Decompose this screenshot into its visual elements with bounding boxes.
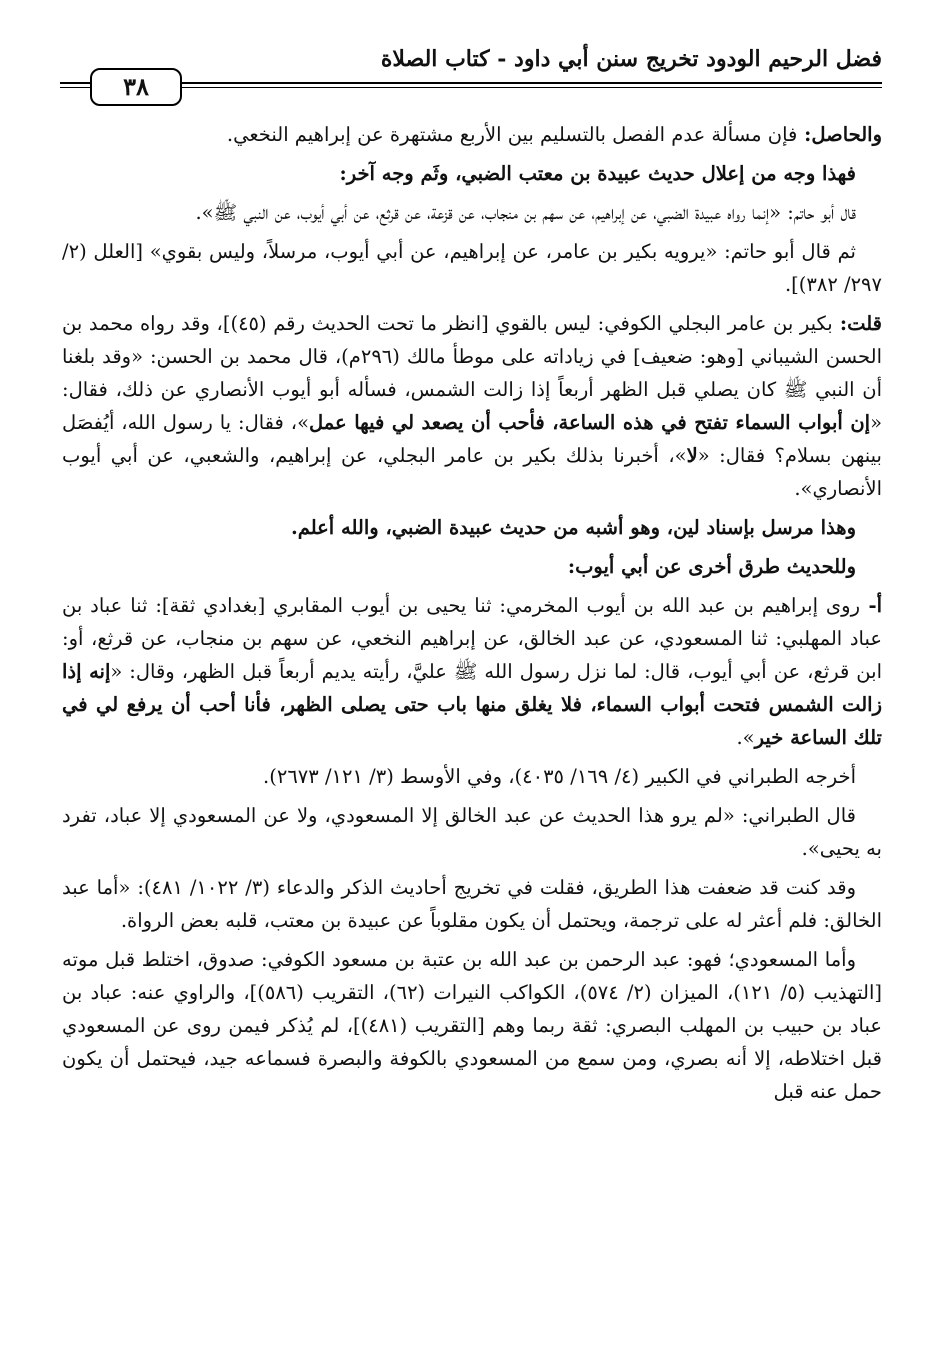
- paragraph: [62, 550, 882, 583]
- bold-run: وللحديث طرق أخرى عن أبي أيوب:: [567, 555, 856, 578]
- paragraph: [62, 871, 882, 937]
- paragraph: [62, 589, 882, 754]
- bold-run: إن أبواب السماء تفتح في هذه الساعة، فأحب أن يصعد لي فيها عمل: [309, 411, 871, 434]
- text-run: »، أخبرنا بذلك بكير بن عامر البجلي، عن إبراهيم، والشعبي، عن أبي أيوب الأنصاري».: [62, 444, 882, 500]
- paragraph: [62, 307, 882, 505]
- page-body: [62, 118, 882, 1114]
- bold-run: وهذا مرسل بإسناد لين، وهو أشبه من حديث عبيدة الضبي، والله أعلم.: [290, 516, 856, 539]
- bold-run: والحاصل:: [797, 123, 882, 146]
- text-run: وقد كنت قد ضعفت هذا الطريق، فقلت في تخريج أحاديث الذكر والدعاء (٣/ ١٠٢٢/ ٤٨١): «أما عبد الخالق: فلم أعثر له على ترجمة، ويحتمل أن يكون مقلوباً عن عبيدة بن معتب، قلبه بعض الرواة.: [62, 876, 882, 932]
- text-run: أخرجه الطبراني في الكبير (٤/ ١٦٩/ ٤٠٣٥)، وفي الأوسط (٣/ ١٢١/ ٢٦٧٣).: [263, 765, 856, 788]
- page-number: ٣٨: [90, 68, 182, 106]
- text-run: فإن مسألة عدم الفصل بالتسليم بين الأربع مشتهرة عن إبراهيم النخعي.: [226, 123, 798, 146]
- paragraph: [62, 760, 882, 793]
- paragraph: [62, 511, 882, 544]
- paragraph: [62, 235, 882, 301]
- text-run: ».: [736, 726, 755, 749]
- bold-run: فهذا وجه من إعلال حديث عبيدة بن معتب الضبي، وثَم وجه آخر:: [339, 162, 856, 185]
- text-run: »، فقال: يا رسول الله، أيُفصَل بينهن بسلام؟ فقال: «: [62, 411, 882, 467]
- text-run: روى إبراهيم بن عبد الله بن أيوب المخرمي: ثنا يحيى بن أيوب المقابري [بغدادي ثقة]: ثنا عباد بن عباد المهلبي: ثنا المسعودي، عن عبد الخالق، عن إبراهيم النخعي، عن سهم بن منجاب، عن قرثع، أو: ابن قرثع، عن أبي أيوب، قال: لما نزل رسول الله ﷺ عليَّ، رأيته يديم أربعاً قبل الظهر، وقال: «: [62, 594, 882, 683]
- text-run: قال الطبراني: «لم يرو هذا الحديث عن عبد الخالق إلا المسعودي، ولا عن المسعودي إلا عباد، تفرد به يحيى».: [62, 804, 882, 860]
- paragraph: [62, 943, 882, 1108]
- text-run: بكير بن عامر البجلي الكوفي: ليس بالقوي [انظر ما تحت الحديث رقم (٤٥)]، وقد رواه محمد بن الحسن الشيباني [وهو: ضعيف] في زياداته على موطأ مالك (٢٩٦م)، قال محمد بن الحسن: «وقد بلغنا أن النبي ﷺ كان يصلي قبل الظهر أربعاً إذا زالت الشمس، فسأله أبو أيوب الأنصاري عن ذلك، فقال: «: [62, 312, 882, 434]
- header-rule-thick: [60, 82, 882, 84]
- paragraph: [62, 118, 882, 151]
- bold-run: قلت:: [832, 312, 882, 335]
- bold-run: لا: [686, 444, 698, 467]
- paragraph: [62, 799, 882, 865]
- running-header-title: فضل الرحيم الودود تخريج سنن أبي داود - كتاب الصلاة: [380, 46, 882, 72]
- header-rule-thin: [60, 87, 882, 88]
- text-run: قال أبو حاتم: «إنما رواه عبيدة الضبي، عن إبراهيم، عن سهم بن منجاب، عن قزعة، عن قرثع، عن أبي أيوب، عن النبي ﷺ».: [195, 201, 856, 224]
- running-header: [60, 38, 882, 108]
- bold-run: أ-: [860, 594, 882, 617]
- text-run: وأما المسعودي؛ فهو: عبد الرحمن بن عبد الله بن عتبة بن مسعود الكوفي: صدوق، اختلط قبل موته [التهذيب (٥/ ١٢١)، الميزان (٢/ ٥٧٤)، الكواكب النيرات (٦٢)، التقريب (٥٨٦)]، والراوي عنه: عباد بن عباد بن حبيب بن المهلب البصري: ثقة ربما وهم [التقريب (٤٨١)]، لم يُذكر فيمن روى عن المسعودي قبل اختلاطه، إلا أنه بصري، ومن سمع من المسعودي بالكوفة والبصرة فسماعه جيد، فيحتمل أن يكون حمل عنه قبل: [62, 948, 883, 1103]
- paragraph: [62, 196, 882, 229]
- paragraph: [62, 157, 882, 190]
- text-run: ثم قال أبو حاتم: «يرويه بكير بن عامر، عن إبراهيم، عن أبي أيوب، مرسلاً، وليس بقوي» [العلل (٢/ ٢٩٧/ ٣٨٢)].: [62, 240, 882, 296]
- bold-run: إنه إذا زالت الشمس فتحت أبواب السماء، فلا يغلق منها باب حتى يصلى الظهر، فأنا أحب أن يرفع لي في تلك الساعة خير: [62, 660, 882, 749]
